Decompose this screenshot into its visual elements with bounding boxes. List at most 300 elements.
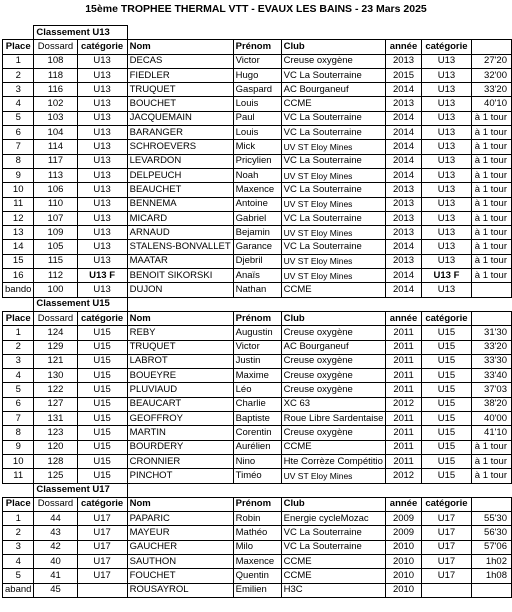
cell-temps: à 1 tour	[472, 454, 512, 468]
cell-cat: U13	[77, 254, 127, 268]
cell-dossard: 120	[34, 440, 77, 454]
cell-dossard: 115	[34, 254, 77, 268]
table-row	[3, 326, 512, 340]
cell-cat	[77, 583, 127, 597]
cell-annee: 2010	[386, 569, 421, 583]
empty-cell	[127, 26, 233, 40]
cell-temps: à 1 tour	[472, 126, 512, 140]
table-row	[3, 83, 512, 97]
table-row	[3, 583, 512, 597]
cell-nom: BOUEYRE	[127, 369, 233, 383]
cell-cat2: U15	[421, 469, 472, 483]
cell-club: UV ST Eloy Mines	[281, 469, 386, 483]
cell-club: VC La Souterraine	[281, 154, 386, 168]
cell-club: Hte Corrèze Compétitio	[281, 454, 386, 468]
cell-prenom: Aurélien	[233, 440, 281, 454]
cell-cat2: U13	[421, 68, 472, 82]
cell-club: AC Bourganeuf	[281, 83, 386, 97]
table-row	[3, 183, 512, 197]
cell-club: Energie cycleMozac	[281, 512, 386, 526]
header-row	[3, 497, 512, 511]
cell-cat: U13	[77, 68, 127, 82]
cell-cat: U15	[77, 369, 127, 383]
cell-dossard: 110	[34, 197, 77, 211]
column-header-dossard: Dossard	[34, 40, 77, 54]
cell-cat2: U15	[421, 426, 472, 440]
cell-nom: BENOIT SIKORSKI	[127, 269, 233, 283]
cell-nom: MAYEUR	[127, 526, 233, 540]
cell-nom: DELPEUCH	[127, 168, 233, 182]
cell-cat: U17	[77, 526, 127, 540]
cell-prenom: Bejamin	[233, 226, 281, 240]
cell-cat: U13	[77, 111, 127, 125]
table-row	[3, 512, 512, 526]
cell-club: CCME	[281, 440, 386, 454]
cell-temps: 33'30	[472, 354, 512, 368]
cell-temps: 33'20	[472, 83, 512, 97]
empty-cell	[386, 297, 421, 311]
cell-cat: U15	[77, 383, 127, 397]
table-row	[3, 454, 512, 468]
column-header-place: Place	[3, 40, 34, 54]
page-title: 15ème TROPHEE THERMAL VTT - EVAUX LES BAINS - 23 Mars 2025	[85, 3, 427, 15]
cell-annee: 2011	[386, 369, 421, 383]
cell-temps	[472, 283, 512, 297]
cell-annee: 2011	[386, 426, 421, 440]
cell-club: VC La Souterraine	[281, 240, 386, 254]
cell-prenom: Victor	[233, 340, 281, 354]
cell-annee: 2011	[386, 454, 421, 468]
cell-nom: BEAUCHET	[127, 183, 233, 197]
cell-dossard: 113	[34, 168, 77, 182]
cell-cat: U15	[77, 326, 127, 340]
cell-temps: 40'10	[472, 97, 512, 111]
table-row	[3, 68, 512, 82]
table-row	[3, 554, 512, 568]
cell-annee: 2013	[386, 183, 421, 197]
cell-prenom: Louis	[233, 97, 281, 111]
cell-annee: 2011	[386, 340, 421, 354]
cell-club: Creuse oxygène	[281, 354, 386, 368]
cell-prenom: Charlie	[233, 397, 281, 411]
section-label-row	[3, 26, 512, 40]
cell-temps: à 1 tour	[472, 211, 512, 225]
cell-temps: à 1 tour	[472, 254, 512, 268]
table-row	[3, 469, 512, 483]
cell-temps: à 1 tour	[472, 154, 512, 168]
cell-club: Creuse oxygène	[281, 54, 386, 68]
cell-cat2: U13	[421, 197, 472, 211]
table-row	[3, 240, 512, 254]
section-label: Classement U17	[34, 483, 127, 497]
cell-cat: U15	[77, 397, 127, 411]
table-row	[3, 140, 512, 154]
cell-cat: U13	[77, 126, 127, 140]
cell-dossard: 100	[34, 283, 77, 297]
cell-place: 9	[3, 440, 34, 454]
cell-dossard: 40	[34, 554, 77, 568]
table-row	[3, 197, 512, 211]
cell-nom: PINCHOT	[127, 469, 233, 483]
cell-nom: TRUQUET	[127, 340, 233, 354]
cell-prenom: Léo	[233, 383, 281, 397]
cell-club: Roue Libre Sardentaise	[281, 412, 386, 426]
cell-dossard: 44	[34, 512, 77, 526]
cell-cat: U17	[77, 512, 127, 526]
cell-temps: 56'30	[472, 526, 512, 540]
cell-cat: U13	[77, 54, 127, 68]
cell-cat: U13	[77, 83, 127, 97]
cell-cat2: U15	[421, 354, 472, 368]
column-header-annee: année	[386, 311, 421, 325]
column-header-annee: année	[386, 40, 421, 54]
cell-cat: U13	[77, 226, 127, 240]
cell-place: 7	[3, 412, 34, 426]
empty-cell	[421, 297, 472, 311]
cell-prenom: Baptiste	[233, 412, 281, 426]
cell-cat2: U15	[421, 369, 472, 383]
cell-club: Creuse oxygène	[281, 369, 386, 383]
cell-prenom: Gabriel	[233, 211, 281, 225]
cell-nom: ROUSAYROL	[127, 583, 233, 597]
empty-cell	[3, 297, 34, 311]
cell-temps: 33'20	[472, 340, 512, 354]
cell-nom: DUJON	[127, 283, 233, 297]
empty-cell	[421, 483, 472, 497]
cell-prenom: Nino	[233, 454, 281, 468]
cell-nom: LEVARDON	[127, 154, 233, 168]
cell-nom: DECAS	[127, 54, 233, 68]
cell-temps: 32'00	[472, 68, 512, 82]
cell-annee: 2010	[386, 583, 421, 597]
cell-temps: 1h02	[472, 554, 512, 568]
cell-place: 15	[3, 254, 34, 268]
cell-cat2: U13	[421, 140, 472, 154]
column-header-club: Club	[281, 497, 386, 511]
cell-temps: à 1 tour	[472, 140, 512, 154]
column-header-prenom: Prénom	[233, 40, 281, 54]
cell-prenom: Garance	[233, 240, 281, 254]
column-header-club: Club	[281, 311, 386, 325]
cell-temps: 27'20	[472, 54, 512, 68]
cell-nom: LABROT	[127, 354, 233, 368]
column-header-temps	[472, 40, 512, 54]
section-label: Classement U15	[34, 297, 127, 311]
cell-nom: PLUVIAUD	[127, 383, 233, 397]
cell-prenom: Maxence	[233, 554, 281, 568]
cell-nom: FIEDLER	[127, 68, 233, 82]
cell-annee: 2011	[386, 326, 421, 340]
cell-prenom: Timéo	[233, 469, 281, 483]
cell-annee: 2011	[386, 383, 421, 397]
cell-prenom: Maxence	[233, 183, 281, 197]
cell-temps: à 1 tour	[472, 240, 512, 254]
cell-prenom: Antoine	[233, 197, 281, 211]
table-row	[3, 211, 512, 225]
cell-cat2: U15	[421, 397, 472, 411]
table-row	[3, 426, 512, 440]
cell-temps: à 1 tour	[472, 469, 512, 483]
cell-cat2: U15	[421, 440, 472, 454]
empty-cell	[281, 483, 386, 497]
empty-cell	[3, 26, 34, 40]
section-label-row	[3, 297, 512, 311]
cell-annee: 2012	[386, 469, 421, 483]
cell-dossard: 102	[34, 97, 77, 111]
column-header-temps	[472, 497, 512, 511]
cell-nom: BARANGER	[127, 126, 233, 140]
cell-prenom: Maxime	[233, 369, 281, 383]
cell-cat2: U13	[421, 83, 472, 97]
cell-temps: 57'06	[472, 540, 512, 554]
cell-prenom: Anaïs	[233, 269, 281, 283]
table-row	[3, 254, 512, 268]
cell-dossard: 108	[34, 54, 77, 68]
cell-cat: U15	[77, 426, 127, 440]
empty-cell	[472, 26, 512, 40]
table-row	[3, 397, 512, 411]
cell-nom: CRONNIER	[127, 454, 233, 468]
cell-place: 1	[3, 326, 34, 340]
cell-cat: U17	[77, 554, 127, 568]
cell-annee: 2010	[386, 540, 421, 554]
cell-cat: U13	[77, 197, 127, 211]
cell-cat2: U13 F	[421, 269, 472, 283]
cell-dossard: 123	[34, 426, 77, 440]
cell-dossard: 105	[34, 240, 77, 254]
empty-cell	[233, 297, 281, 311]
cell-club: VC La Souterraine	[281, 183, 386, 197]
cell-annee: 2014	[386, 154, 421, 168]
cell-club: Creuse oxygène	[281, 383, 386, 397]
cell-dossard: 112	[34, 269, 77, 283]
cell-dossard: 109	[34, 226, 77, 240]
cell-place: 3	[3, 83, 34, 97]
cell-annee: 2013	[386, 211, 421, 225]
cell-dossard: 121	[34, 354, 77, 368]
cell-club: CCME	[281, 569, 386, 583]
cell-dossard: 41	[34, 569, 77, 583]
cell-cat: U15	[77, 469, 127, 483]
table-row	[3, 97, 512, 111]
cell-club: VC La Souterraine	[281, 211, 386, 225]
cell-prenom: Djebril	[233, 254, 281, 268]
column-header-categorie2: catégorie	[421, 40, 472, 54]
cell-nom: MICARD	[127, 211, 233, 225]
cell-temps: 55'30	[472, 512, 512, 526]
cell-nom: BOUCHET	[127, 97, 233, 111]
cell-temps: à 1 tour	[472, 440, 512, 454]
column-header-nom: Nom	[127, 40, 233, 54]
cell-place: 2	[3, 526, 34, 540]
cell-temps: à 1 tour	[472, 269, 512, 283]
cell-cat: U13	[77, 140, 127, 154]
cell-nom: MAATAR	[127, 254, 233, 268]
cell-dossard: 125	[34, 469, 77, 483]
cell-temps	[472, 583, 512, 597]
cell-cat2: U13	[421, 97, 472, 111]
cell-place: 8	[3, 154, 34, 168]
empty-cell	[472, 483, 512, 497]
table-row	[3, 412, 512, 426]
column-header-categorie2: catégorie	[421, 497, 472, 511]
cell-dossard: 117	[34, 154, 77, 168]
cell-annee: 2009	[386, 526, 421, 540]
cell-place: 1	[3, 512, 34, 526]
cell-cat: U13	[77, 154, 127, 168]
table-row	[3, 111, 512, 125]
cell-place: 10	[3, 454, 34, 468]
cell-annee: 2012	[386, 397, 421, 411]
header-row	[3, 40, 512, 54]
cell-annee: 2014	[386, 283, 421, 297]
cell-place: 8	[3, 426, 34, 440]
cell-dossard: 130	[34, 369, 77, 383]
cell-place: 4	[3, 554, 34, 568]
cell-dossard: 124	[34, 326, 77, 340]
column-header-place: Place	[3, 497, 34, 511]
table-row	[3, 126, 512, 140]
cell-cat: U15	[77, 412, 127, 426]
cell-temps: 1h08	[472, 569, 512, 583]
cell-prenom: Noah	[233, 168, 281, 182]
cell-dossard: 104	[34, 126, 77, 140]
cell-dossard: 129	[34, 340, 77, 354]
cell-temps: 37'03	[472, 383, 512, 397]
cell-annee: 2015	[386, 68, 421, 82]
cell-prenom: Louis	[233, 126, 281, 140]
cell-cat2: U15	[421, 383, 472, 397]
cell-annee: 2014	[386, 140, 421, 154]
empty-cell	[233, 26, 281, 40]
cell-annee: 2011	[386, 412, 421, 426]
cell-place: 6	[3, 397, 34, 411]
table-row	[3, 269, 512, 283]
cell-place: 11	[3, 469, 34, 483]
cell-club: VC La Souterraine	[281, 68, 386, 82]
cell-temps: 41'10	[472, 426, 512, 440]
table-row	[3, 340, 512, 354]
cell-temps: à 1 tour	[472, 197, 512, 211]
cell-place: 9	[3, 168, 34, 182]
cell-nom: MARTIN	[127, 426, 233, 440]
cell-nom: BEAUCART	[127, 397, 233, 411]
cell-annee: 2014	[386, 269, 421, 283]
table-row	[3, 540, 512, 554]
cell-annee: 2014	[386, 126, 421, 140]
cell-club: CCME	[281, 97, 386, 111]
column-header-categorie: catégorie	[77, 40, 127, 54]
cell-cat2: U13	[421, 126, 472, 140]
cell-prenom: Hugo	[233, 68, 281, 82]
cell-cat: U13	[77, 283, 127, 297]
cell-annee: 2013	[386, 254, 421, 268]
cell-place: 3	[3, 540, 34, 554]
cell-prenom: Corentin	[233, 426, 281, 440]
cell-temps: à 1 tour	[472, 168, 512, 182]
table-row	[3, 369, 512, 383]
cell-cat2: U13	[421, 211, 472, 225]
cell-cat: U17	[77, 540, 127, 554]
cell-nom: GEOFFROY	[127, 412, 233, 426]
empty-cell	[3, 483, 34, 497]
column-header-categorie2: catégorie	[421, 311, 472, 325]
cell-dossard: 131	[34, 412, 77, 426]
cell-temps: à 1 tour	[472, 226, 512, 240]
section-label: Classement U13	[34, 26, 127, 40]
table-row	[3, 569, 512, 583]
cell-temps: à 1 tour	[472, 183, 512, 197]
cell-nom: TRUQUET	[127, 83, 233, 97]
column-header-annee: année	[386, 497, 421, 511]
cell-cat2: U13	[421, 254, 472, 268]
column-header-prenom: Prénom	[233, 497, 281, 511]
cell-nom: PAPARIC	[127, 512, 233, 526]
cell-prenom: Victor	[233, 54, 281, 68]
cell-prenom: Milo	[233, 540, 281, 554]
cell-place: 4	[3, 369, 34, 383]
cell-prenom: Gaspard	[233, 83, 281, 97]
cell-annee: 2014	[386, 240, 421, 254]
cell-temps: 40'00	[472, 412, 512, 426]
column-header-dossard: Dossard	[34, 311, 77, 325]
cell-place: 11	[3, 197, 34, 211]
empty-cell	[233, 483, 281, 497]
cell-annee: 2014	[386, 168, 421, 182]
empty-cell	[472, 297, 512, 311]
cell-prenom: Mathéo	[233, 526, 281, 540]
cell-prenom: Mick	[233, 140, 281, 154]
column-header-categorie: catégorie	[77, 497, 127, 511]
cell-club: UV ST Eloy Mines	[281, 168, 386, 182]
cell-club: VC La Souterraine	[281, 540, 386, 554]
cell-cat2: U15	[421, 326, 472, 340]
cell-cat2: U13	[421, 240, 472, 254]
cell-cat: U15	[77, 354, 127, 368]
results-body	[3, 26, 512, 598]
cell-cat2: U17	[421, 554, 472, 568]
cell-club: UV ST Eloy Mines	[281, 226, 386, 240]
cell-club: H3C	[281, 583, 386, 597]
cell-nom: FOUCHET	[127, 569, 233, 583]
cell-cat: U17	[77, 569, 127, 583]
column-header-nom: Nom	[127, 497, 233, 511]
cell-cat2: U13	[421, 183, 472, 197]
cell-nom: BENNEMA	[127, 197, 233, 211]
cell-cat2	[421, 583, 472, 597]
cell-nom: GAUCHER	[127, 540, 233, 554]
column-header-categorie: catégorie	[77, 311, 127, 325]
cell-place: 5	[3, 569, 34, 583]
cell-club: Creuse oxygène	[281, 426, 386, 440]
cell-temps: à 1 tour	[472, 111, 512, 125]
empty-cell	[127, 297, 233, 311]
cell-dossard: 45	[34, 583, 77, 597]
cell-annee: 2014	[386, 111, 421, 125]
cell-nom: BOURDERY	[127, 440, 233, 454]
cell-cat: U15	[77, 340, 127, 354]
empty-cell	[281, 297, 386, 311]
cell-temps: 33'40	[472, 369, 512, 383]
cell-cat2: U13	[421, 283, 472, 297]
results-sheet	[2, 25, 512, 598]
cell-nom: ARNAUD	[127, 226, 233, 240]
cell-cat: U13	[77, 168, 127, 182]
cell-club: VC La Souterraine	[281, 111, 386, 125]
cell-club: UV ST Eloy Mines	[281, 269, 386, 283]
empty-cell	[421, 26, 472, 40]
cell-dossard: 122	[34, 383, 77, 397]
